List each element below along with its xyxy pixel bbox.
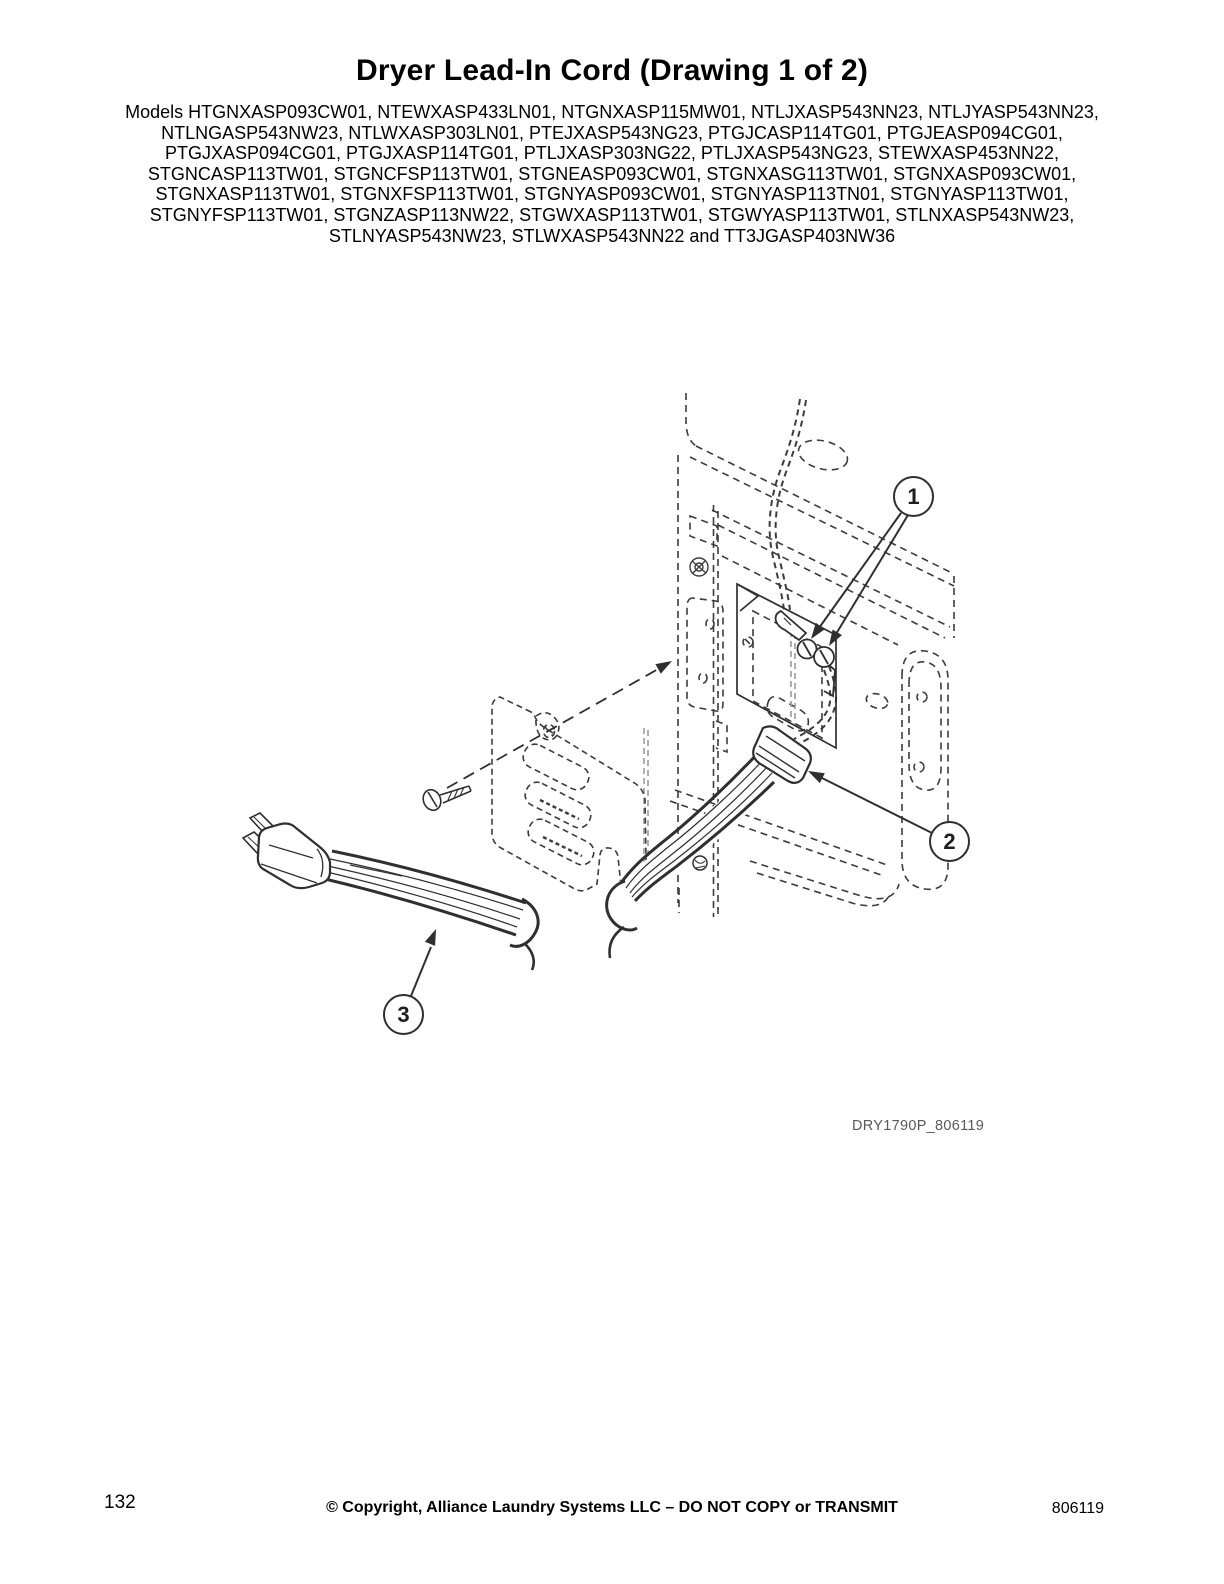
panel-hex-screw [690,558,708,576]
model-list-line: PTGJXASP094CG01, PTGJXASP114TG01, PTLJXASP303NG22, PTLJXASP543NG23, STEWXASP453NN22, [164,143,1060,164]
drawing-id: DRY1790P_806119 [852,1118,985,1134]
model-list-line: Models HTGNXASP093CW01, NTEWXASP433LN01, NTGNXASP115MW01, NTLJXASP543NN23, NTLJYASP543NN23, [125,102,1099,122]
document-number: 806119 [1051,1500,1104,1517]
callout-1-label: 1 [907,483,920,509]
callout-3-arrow [411,929,436,996]
page-number: 132 [104,1492,136,1513]
callout-3-label: 3 [397,1001,410,1027]
ground-lug-and-screws [776,611,835,696]
power-cord-right-segment [607,751,775,958]
page-title: Dryer Lead-In Cord (Drawing 1 of 2) [355,54,869,87]
callout-2-label: 2 [943,828,956,854]
callout-3 [383,994,424,1035]
callout-1-arrows [811,513,908,646]
callout-1 [893,476,934,517]
model-list-line: STGNYFSP113TW01, STGNZASP113NW22, STGWXASP113TW01, STGWYASP113TW01, STLNXASP543NW23, [149,204,1075,225]
access-cover-plate [492,697,646,891]
model-list-line: STGNCASP113TW01, STGNCFSP113TW01, STGNEASP093CW01, STGNXASG113TW01, STGNXASP093CW01, [147,163,1077,184]
assembly-leader-line [447,661,672,788]
cover-plate-screw [420,786,471,813]
model-list-line: NTLNGASP543NW23, NTLWXASP303LN01, PTEJXASP543NG23, PTGJCASP114TG01, PTGJEASP094CG01, [161,122,1063,143]
panel-screw-head [693,856,707,870]
model-list-line: STGNXASP113TW01, STGNXFSP113TW01, STGNYASP093CW01, STGNYASP113TN01, STGNYASP113TW01, [155,184,1069,205]
callout-2-arrow [808,771,932,833]
power-cord-plug [243,813,330,888]
copyright-notice: © Copyright, Alliance Laundry Systems LLC – DO NOT COPY or TRANSMIT [326,1499,898,1516]
power-cord-left-segment [325,851,538,970]
callout-2 [929,821,970,862]
model-list-line: STLNYASP543NW23, STLWXASP543NN22 and TT3JGASP403NW36 [328,225,896,246]
